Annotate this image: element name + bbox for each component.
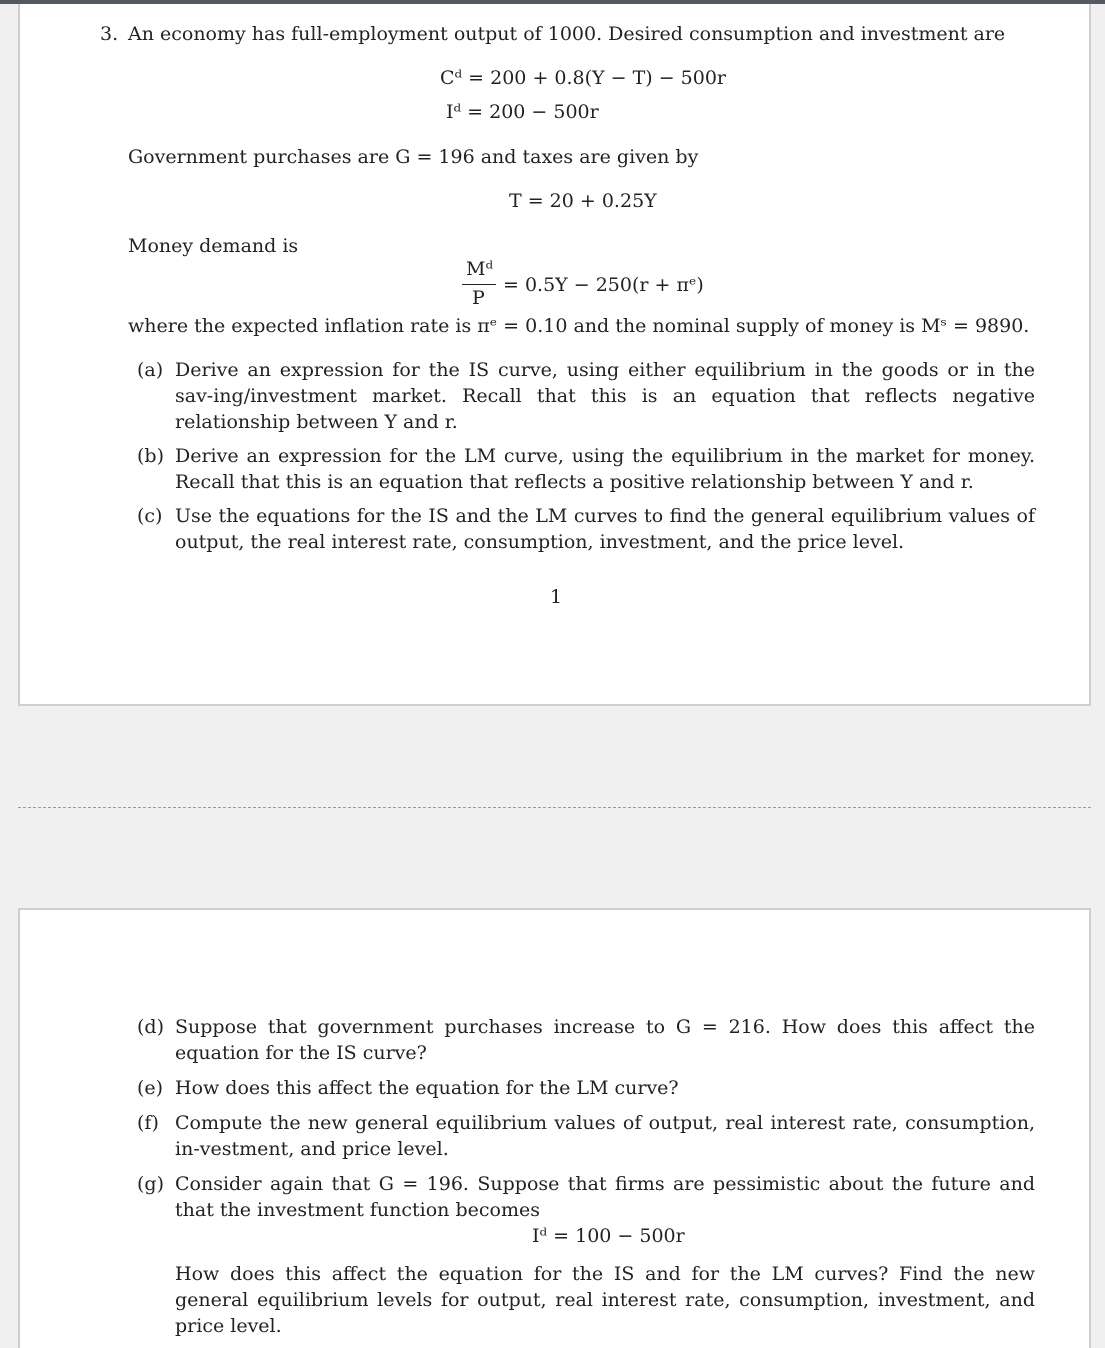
part-g-text: Consider again that G = 196. Suppose that firms are pessimistic about the future and that the investment function becomes: [175, 1173, 1035, 1221]
money-demand-text: Money demand is: [128, 235, 299, 257]
part-f-text: Compute the new general equilibrium values of output, real interest rate, consumption, in-vestment, and price level.: [175, 1112, 1035, 1160]
part-a-label: (a): [137, 359, 164, 381]
part-d-text: Suppose that government purchases increase to G = 216. How does this affect the equation for the IS curve?: [175, 1016, 1035, 1064]
problem-number: 3.: [100, 23, 119, 45]
page-number: 1: [550, 586, 563, 608]
fraction-bar: [462, 284, 496, 285]
part-f-label: (f): [137, 1112, 159, 1134]
part-a-text: Derive an expression for the IS curve, using either equilibrium in the goods or in the sav-ing/investment market. Recall that this is an equation that reflects negative relationship between Y and r.: [175, 359, 1035, 433]
inflation-money-supply-text: where the expected inflation rate is πᵉ = 0.10 and the nominal supply of money is Mˢ = 9890.: [128, 315, 1030, 337]
money-demand-numerator: Mᵈ: [466, 258, 494, 280]
equation-investment: Iᵈ = 200 − 500r: [446, 101, 599, 123]
page-separator: [18, 807, 1091, 808]
equation-consumption: Cᵈ = 200 + 0.8(Y − T) − 500r: [440, 67, 727, 89]
part-g-followup: How does this affect the equation for the IS and for the LM curves? Find the new general equilibrium levels for output, real interest rate, consumption, investment, and price level.: [175, 1263, 1035, 1337]
part-b-label: (b): [137, 445, 164, 467]
equation-pessimistic-investment: Iᵈ = 100 − 500r: [532, 1225, 685, 1247]
part-e-label: (e): [137, 1077, 164, 1099]
part-c-text: Use the equations for the IS and the LM curves to find the general equilibrium values of output, the real interest rate, consumption, investment, and the price level.: [175, 505, 1035, 553]
money-demand-rhs: = 0.5Y − 250(r + πᵉ): [503, 274, 704, 296]
part-d-label: (d): [137, 1016, 164, 1038]
problem-intro: An economy has full-employment output of 1000. Desired consumption and investment are: [128, 23, 1006, 45]
part-g-label: (g): [137, 1173, 164, 1195]
part-e-text: How does this affect the equation for the LM curve?: [175, 1077, 679, 1099]
government-text: Government purchases are G = 196 and taxes are given by: [128, 146, 699, 168]
part-c-label: (c): [137, 505, 163, 527]
part-b-text: Derive an expression for the LM curve, using the equilibrium in the market for money. Recall that this is an equation that reflects a positive relationship between Y and r.: [175, 445, 1035, 493]
equation-taxes: T = 20 + 0.25Y: [509, 190, 657, 212]
money-demand-denominator: P: [472, 287, 485, 309]
